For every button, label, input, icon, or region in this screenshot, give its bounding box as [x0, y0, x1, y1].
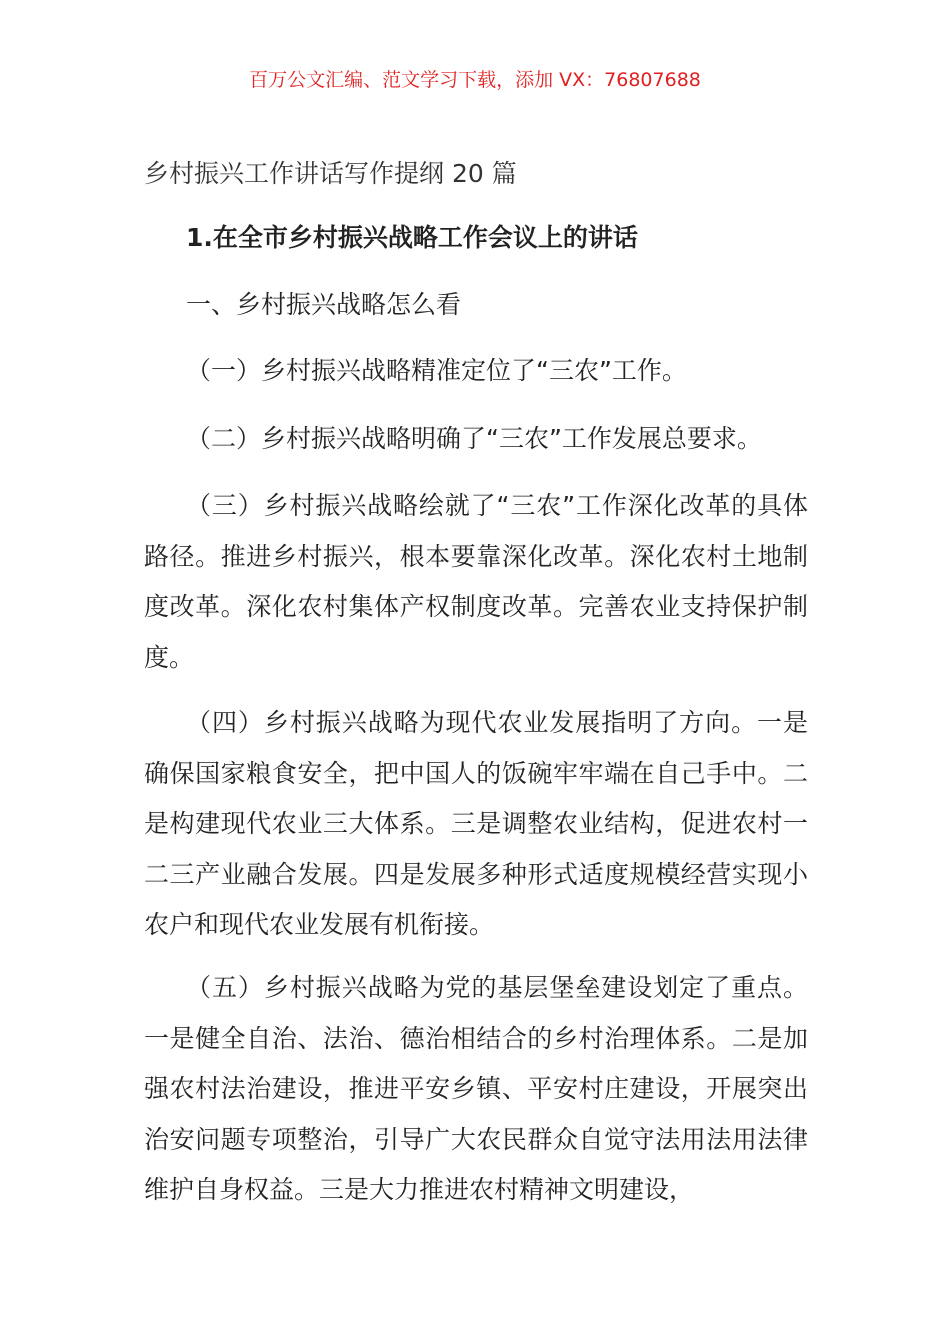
paragraph-1: （一）乡村振兴战略精准定位了“三农”工作。: [186, 356, 687, 385]
paragraph-4: （四）乡村振兴战略为现代农业发展指明了方向。一是确保国家粮食安全，把中国人的饭碗牢牢端在自己手中。二是构建现代农业三大体系。三是调整农业结构，促进农村一二三产业融合发展。四是发展多种形式适度规模经营实现小农户和现代农业发展有机衔接。: [144, 708, 808, 939]
paragraph-3: （三）乡村振兴战略绘就了“三农”工作深化改革的具体路径。推进乡村振兴，根本要靠深化改革。深化农村土地制度改革。深化农村集体产权制度改革。完善农业支持保护制度。: [144, 491, 808, 672]
watermark-header: 百万公文汇编、范文学习下载，添加 VX：76807688: [249, 69, 701, 91]
paragraph-5: （五）乡村振兴战略为党的基层堡垒建设划定了重点。一是健全自治、法治、德治相结合的乡村治理体系。二是加强农村法治建设，推进平安乡镇、平安村庄建设，开展突出治安问题专项整治，引导广大农民群众自觉守法用法用法律维护自身权益。三是大力推进农村精神文明建设，: [144, 973, 808, 1204]
section-heading: 一、乡村振兴战略怎么看: [186, 290, 462, 319]
document-title: 乡村振兴工作讲话写作提纲 20 篇: [144, 159, 517, 188]
paragraph-2: （二）乡村振兴战略明确了“三农”工作发展总要求。: [186, 424, 762, 453]
speech-title: 1.在全市乡村振兴战略工作会议上的讲话: [186, 223, 638, 252]
